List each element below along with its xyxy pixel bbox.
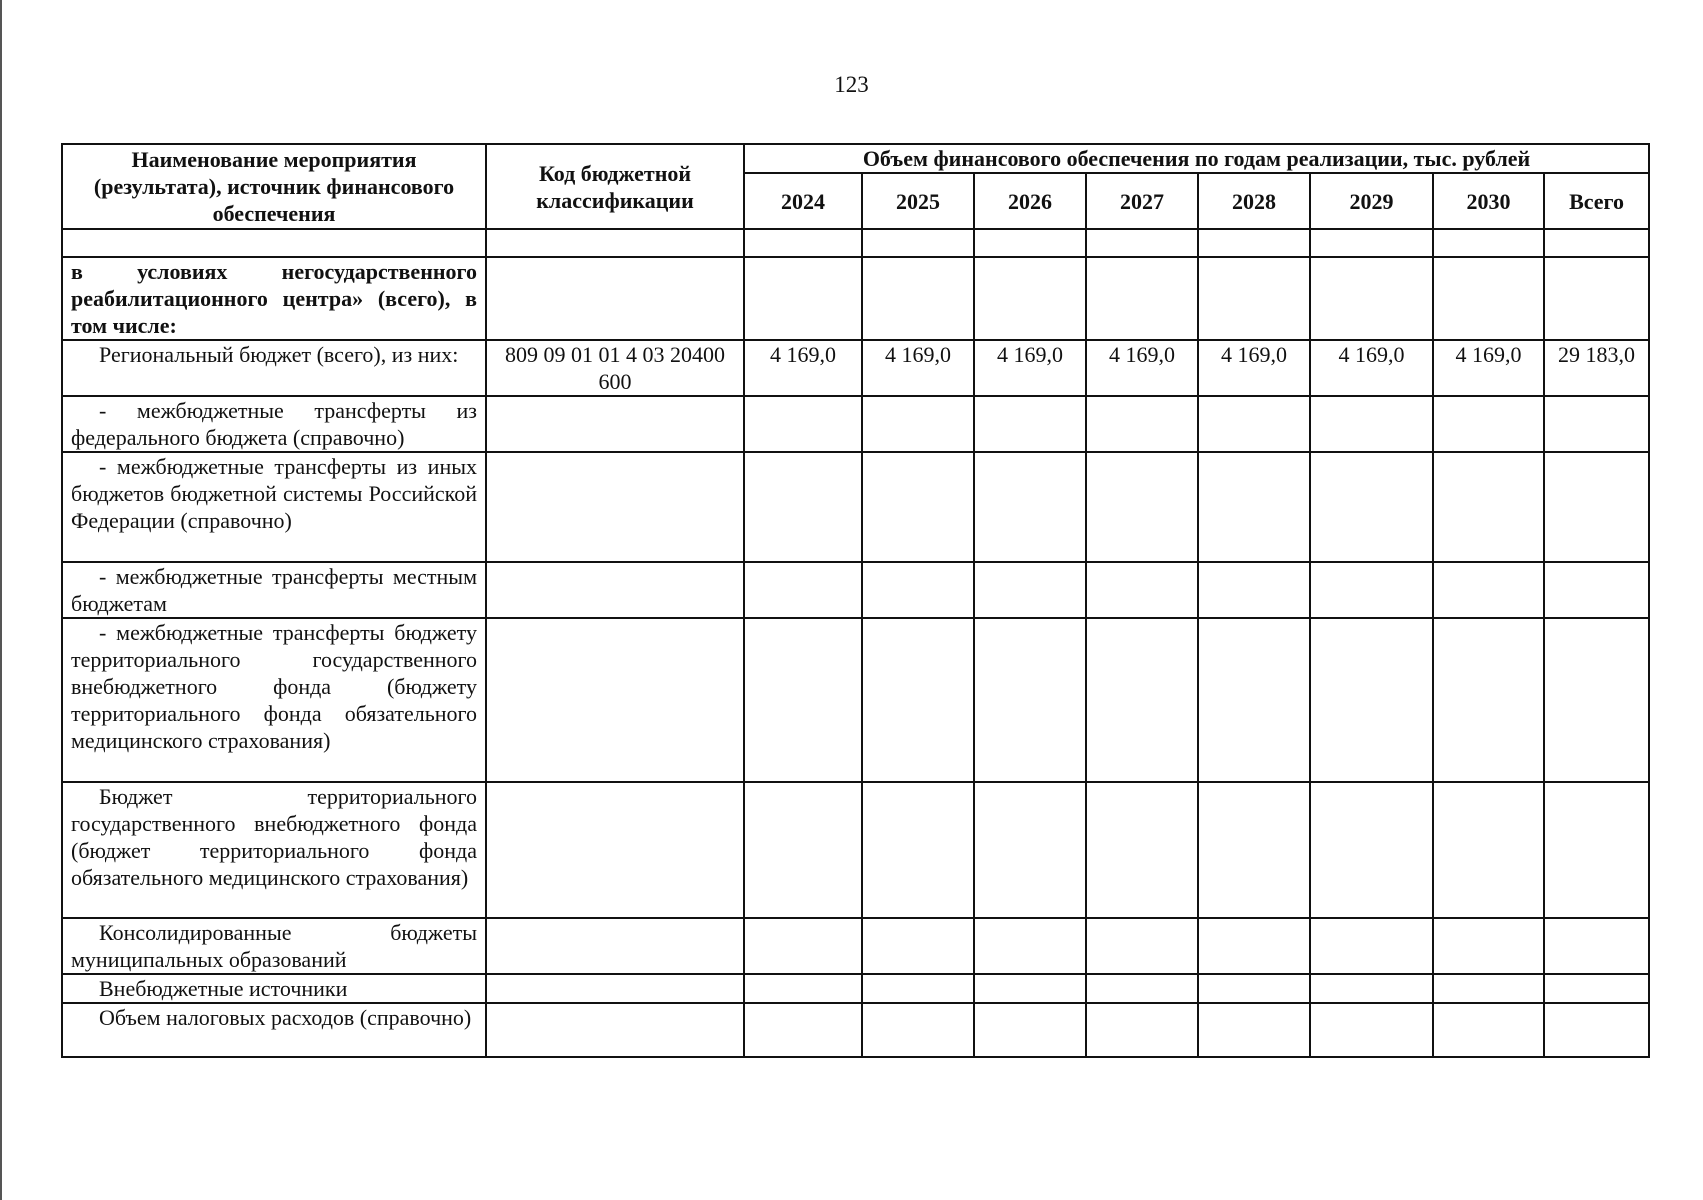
row-year-value	[744, 452, 862, 562]
row-year-value	[744, 918, 862, 974]
row-year-value	[862, 974, 974, 1003]
row-year-value	[1086, 1003, 1198, 1057]
header-year: 2028	[1198, 173, 1310, 229]
row-year-value	[1433, 782, 1544, 918]
row-source-name	[62, 452, 486, 562]
row-year-value	[862, 782, 974, 918]
table-row	[62, 340, 1649, 396]
column-number	[1310, 229, 1433, 257]
row-year-value	[1086, 782, 1198, 918]
row-year-value	[1433, 452, 1544, 562]
row-year-value	[862, 618, 974, 782]
row-source-label: Бюджет территориального государственного внебюджетного фонда (бюджет территориального фонда обязательного медицинского страхования)	[71, 784, 477, 890]
row-year-value	[862, 452, 974, 562]
row-year-value	[744, 618, 862, 782]
header-year: 2029	[1310, 173, 1433, 229]
row-year-value	[974, 782, 1086, 918]
row-year-value	[862, 257, 974, 340]
row-year-value: 4 169,0	[974, 340, 1086, 396]
header-year: 2026	[974, 173, 1086, 229]
row-total-value	[1544, 562, 1649, 618]
row-year-value	[744, 974, 862, 1003]
row-year-value	[974, 974, 1086, 1003]
row-year-value: 4 169,0	[1310, 340, 1433, 396]
row-source-name	[62, 562, 486, 618]
row-source-name	[62, 396, 486, 452]
row-year-value	[1198, 618, 1310, 782]
row-year-value	[1198, 974, 1310, 1003]
row-year-value	[744, 562, 862, 618]
row-year-value	[1310, 1003, 1433, 1057]
row-total-value: 29 183,0	[1544, 340, 1649, 396]
row-source-name	[62, 782, 486, 918]
row-year-value	[1086, 618, 1198, 782]
header-year: 2030	[1433, 173, 1544, 229]
page-number: 123	[834, 72, 869, 97]
header-year: 2024	[744, 173, 862, 229]
row-year-value: 4 169,0	[1086, 340, 1198, 396]
row-year-value	[862, 562, 974, 618]
row-year-value	[974, 1003, 1086, 1057]
row-source-name	[62, 340, 486, 396]
row-budget-code	[486, 396, 744, 452]
row-budget-code	[486, 782, 744, 918]
row-year-value	[974, 618, 1086, 782]
row-budget-code	[486, 1003, 744, 1057]
column-number	[974, 229, 1086, 257]
row-budget-code	[486, 618, 744, 782]
row-year-value	[1433, 257, 1544, 340]
row-year-value	[1198, 1003, 1310, 1057]
row-year-value	[1086, 562, 1198, 618]
row-year-value	[974, 396, 1086, 452]
row-year-value	[744, 782, 862, 918]
row-source-label: - межбюджетные трансферты из иных бюджетов бюджетной системы Российской Федерации (справочно)	[71, 454, 477, 533]
row-year-value	[1310, 396, 1433, 452]
row-total-value	[1544, 782, 1649, 918]
row-year-value	[1198, 782, 1310, 918]
header-code-column: Код бюджетной классификации	[486, 144, 744, 229]
row-year-value	[974, 257, 1086, 340]
column-number	[62, 229, 486, 257]
header-year: 2025	[862, 173, 974, 229]
row-year-value	[1310, 782, 1433, 918]
row-year-value	[1433, 1003, 1544, 1057]
financing-table	[61, 143, 1650, 1058]
row-year-value	[1198, 562, 1310, 618]
row-year-value	[1086, 918, 1198, 974]
table-body	[62, 257, 1649, 1057]
table-row	[62, 396, 1649, 452]
row-total-value	[1544, 257, 1649, 340]
column-number-row	[62, 229, 1649, 257]
table-row	[62, 452, 1649, 562]
row-year-value	[862, 396, 974, 452]
row-year-value	[1433, 562, 1544, 618]
row-budget-code	[486, 257, 744, 340]
row-year-value: 4 169,0	[744, 340, 862, 396]
row-source-label: Региональный бюджет (всего), из них:	[99, 342, 459, 367]
row-source-name	[62, 974, 486, 1003]
table-row	[62, 918, 1649, 974]
row-year-value	[862, 918, 974, 974]
row-year-value	[862, 1003, 974, 1057]
row-year-value: 4 169,0	[1198, 340, 1310, 396]
row-year-value	[974, 918, 1086, 974]
row-total-value	[1544, 452, 1649, 562]
row-total-value	[1544, 396, 1649, 452]
row-year-value	[744, 1003, 862, 1057]
row-source-label: Объем налоговых расходов (справочно)	[99, 1005, 472, 1030]
row-year-value	[1198, 918, 1310, 974]
row-year-value: 4 169,0	[862, 340, 974, 396]
row-budget-code: 809 09 01 01 4 03 20400 600	[486, 340, 744, 396]
table-row	[62, 257, 1649, 340]
row-source-name	[62, 257, 486, 340]
row-year-value	[1198, 257, 1310, 340]
row-year-value	[1310, 452, 1433, 562]
row-year-value	[974, 562, 1086, 618]
row-source-label: - межбюджетные трансферты местным бюджетам	[71, 564, 477, 616]
row-year-value	[1086, 257, 1198, 340]
table-row	[62, 782, 1649, 918]
row-year-value	[974, 452, 1086, 562]
row-source-name	[62, 918, 486, 974]
row-year-value	[1433, 396, 1544, 452]
page-edge	[0, 0, 2, 1200]
row-budget-code	[486, 562, 744, 618]
row-year-value	[1310, 618, 1433, 782]
row-budget-code	[486, 974, 744, 1003]
column-number	[1198, 229, 1310, 257]
column-number	[1544, 229, 1649, 257]
row-year-value	[1198, 452, 1310, 562]
row-year-value	[1086, 452, 1198, 562]
row-total-value	[1544, 1003, 1649, 1057]
header-volume-span: Объем финансового обеспечения по годам реализации, тыс. рублей	[744, 144, 1649, 173]
row-year-value	[1433, 974, 1544, 1003]
row-source-name	[62, 1003, 486, 1057]
row-source-label: в условиях негосударственного реабилитационного центра» (всего), в том числе:	[71, 259, 477, 338]
row-source-label: - межбюджетные трансферты бюджету территориального государственного внебюджетного фонда (бюджету территориального фонда обязательного медицинского страхования)	[71, 620, 477, 753]
row-source-label: Консолидированные бюджеты муниципальных образований	[71, 920, 477, 972]
row-year-value	[1310, 918, 1433, 974]
row-year-value	[744, 396, 862, 452]
column-number	[486, 229, 744, 257]
table-row	[62, 974, 1649, 1003]
header-name-column: Наименование мероприятия (результата), источник финансового обеспечения	[62, 144, 486, 229]
row-total-value	[1544, 974, 1649, 1003]
row-source-label: - межбюджетные трансферты из федерального бюджета (справочно)	[71, 398, 477, 450]
row-year-value	[1198, 396, 1310, 452]
row-year-value	[1086, 974, 1198, 1003]
column-number	[862, 229, 974, 257]
row-year-value	[1433, 618, 1544, 782]
row-year-value	[1086, 396, 1198, 452]
row-source-name	[62, 618, 486, 782]
row-year-value	[1310, 257, 1433, 340]
row-total-value	[1544, 918, 1649, 974]
row-year-value	[744, 257, 862, 340]
row-year-value	[1433, 918, 1544, 974]
row-budget-code	[486, 918, 744, 974]
row-year-value	[1310, 974, 1433, 1003]
row-budget-code	[486, 452, 744, 562]
table-row	[62, 1003, 1649, 1057]
column-number	[1086, 229, 1198, 257]
row-year-value: 4 169,0	[1433, 340, 1544, 396]
row-source-label: Внебюджетные источники	[99, 976, 348, 1001]
table-row	[62, 562, 1649, 618]
header-year: 2027	[1086, 173, 1198, 229]
column-number	[744, 229, 862, 257]
column-number	[1433, 229, 1544, 257]
header-total: Всего	[1544, 173, 1649, 229]
row-total-value	[1544, 618, 1649, 782]
table-row	[62, 618, 1649, 782]
row-year-value	[1310, 562, 1433, 618]
